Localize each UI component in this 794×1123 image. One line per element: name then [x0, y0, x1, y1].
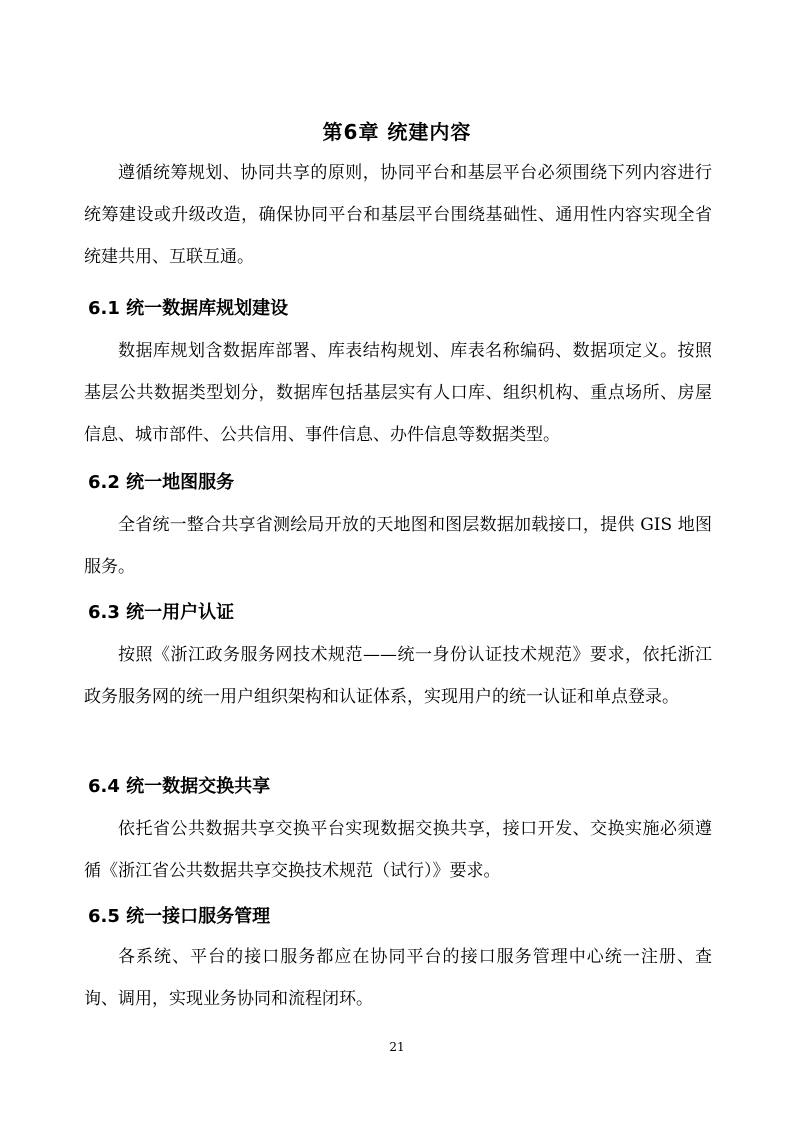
page-number: 21	[389, 1040, 405, 1054]
section-body-6-1: 数据库规划含数据库部署、库表结构规划、库表名称编码、数据项定义。按照基层公共数据类型划分，数据库包括基层实有人口库、组织机构、重点场所、房屋信息、城市部件、公共信用、事件信息、办件信息等数据类型。	[84, 341, 712, 445]
section-heading-6-1: 6.1 统一数据库规划建设	[88, 298, 289, 319]
section-body-6-2: 全省统一整合共享省测绘局开放的天地图和图层数据加载接口，提供 GIS 地图服务。	[84, 515, 712, 577]
section-heading-6-5: 6.5 统一接口服务管理	[88, 906, 271, 927]
section-body-6-3: 按照《浙江政务服务网技术规范——统一身份认证技术规范》要求，依托浙江政务服务网的统一用户组织架构和认证体系，实现用户的统一认证和单点登录。	[84, 645, 712, 707]
section-body-6-5: 各系统、平台的接口服务都应在协同平台的接口服务管理中心统一注册、查询、调用，实现业务协同和流程闭环。	[84, 947, 712, 1009]
section-body-6-4: 依托省公共数据共享交换平台实现数据交换共享，接口开发、交换实施必须遵循《浙江省公共数据共享交换技术规范（试行）》要求。	[84, 819, 712, 881]
section-heading-6-4: 6.4 统一数据交换共享	[88, 776, 271, 797]
section-heading-6-3: 6.3 统一用户认证	[88, 602, 235, 623]
chapter-title: 第6章 统建内容	[322, 120, 472, 144]
section-heading-6-2: 6.2 统一地图服务	[88, 472, 235, 493]
intro-paragraph: 遵循统筹规划、协同共享的原则，协同平台和基层平台必须围绕下列内容进行统筹建设或升级改造，确保协同平台和基层平台围绕基础性、通用性内容实现全省统建共用、互联互通。	[84, 163, 712, 267]
